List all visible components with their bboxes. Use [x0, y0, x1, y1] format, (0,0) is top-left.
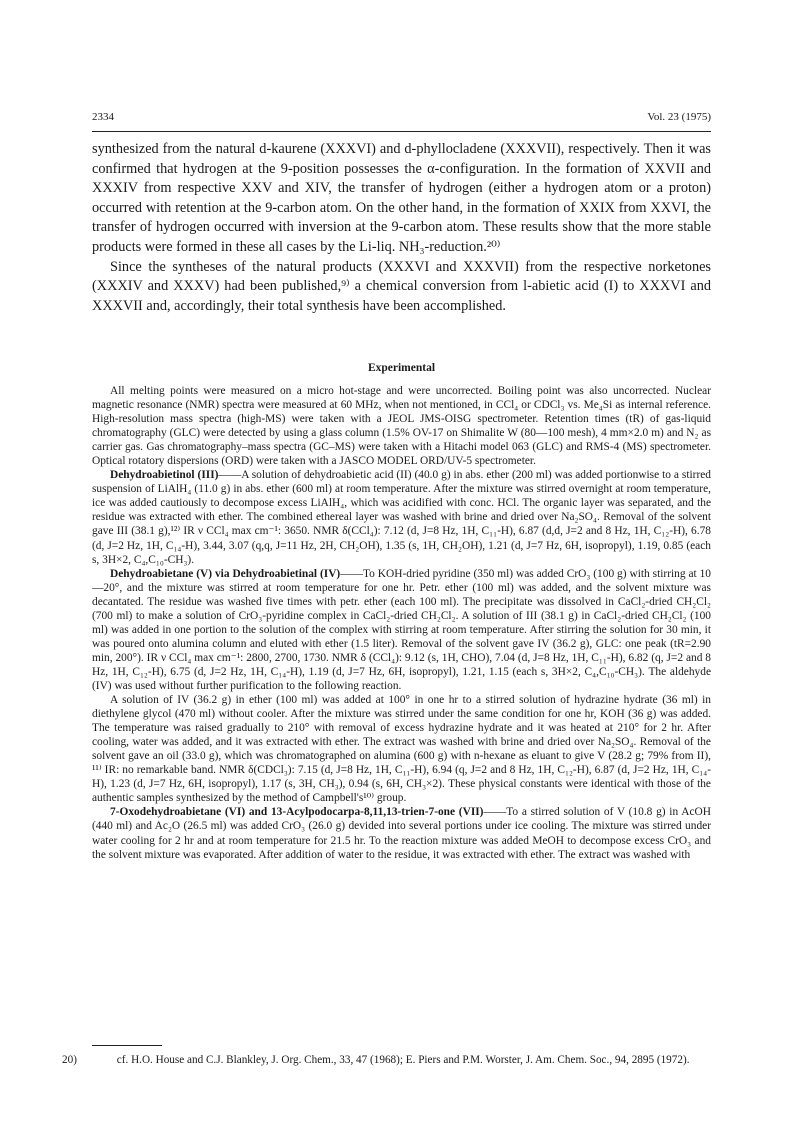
footnote-number: 20)	[62, 1054, 77, 1066]
compound-v-paragraph-2: A solution of IV (36.2 g) in ether (100 ml) was added at 100° in one hr to a stirred solution of hydrazine hydrate (36 ml) in diethylene glycol (470 ml) without cooler. After the mixture was stirred under the same condition for one hr, KOH (36 g) was added. The temperature was raised gradually to 210° with removal of excess hydrazine hydrate and it was heated at 210° for 2 hr. After cooling, water was added, and it was extracted with ether. The extract was washed with brine and dried over Na₂SO₄. Removal of the solvent gave an oil (33.0 g), which was chromatographed on alumina (600 g) with n-hexane as eluant to give V (28.2 g; 79% from II), ¹¹⁾ IR: no remarkable band. NMR δ(CDCl₃): 7.15 (d, J=8 Hz, 1H, C₁₁-H), 6.94 (q, J=2 and 8 Hz, 1H, C₁₂-H), 6.87 (d, J=2 Hz, 1H, C₁₄-H), 1.23 (d, J=7 Hz, 6H, isopropyl), 1.17 (s, 3H, CH₃), 0.94 (s, 6H, CH₃×2). These physical constants were identical with those of the authentic samples synthesized by the method of Campbell's¹⁰⁾ group.	[92, 694, 711, 805]
intro-paragraph-1: synthesized from the natural d-kaurene (XXXVI) and d-phyllocladene (XXXVII), respectively. Then it was confirmed that hydrogen at the 9-position possesses the α-configuration. In the formation of XXVII and XXXIV from respective XXV and XIV, the transfer of hydrogen (either a hydrogen atom or a proton) occurred with retention at the 9-carbon atom. On the other hand, in the formation of XXIX from XXVI, the transfer of hydrogen occurred with inversion at the 9-carbon atom. These results show that the more stable products were formed in these all cases by the Li-liq. NH₃-reduction.²⁰⁾	[92, 141, 711, 255]
compound-v-paragraph	[92, 567, 711, 693]
compound-v-title: Dehydroabietane (V) via Dehydroabietinal (IV)	[110, 567, 341, 580]
header-rule	[92, 131, 711, 132]
section-heading: Experimental	[367, 362, 436, 374]
page-number: 2334	[92, 111, 114, 123]
footnote	[62, 1053, 711, 1068]
compound-vi-title: 7-Oxodehydroabietane (VI) and 13-Acylpodocarpa-8,11,13-trien-7-one (VII)	[110, 806, 484, 819]
compound-iii-text: ——A solution of dehydroabietic acid (II) (40.0 g) in abs. ether (200 ml) was added portionwise to a stirred suspension of LiAlH₄ (11.0 g) in abs. ether (600 ml) at room temperature. After the mixture was stirred overnight at room temperature, ice was added cautiously to decompose excess LiAlH₄, which was acidified with conc. HCl. The organic layer was separated, and the residue was extracted with ether. The combined ethereal layer was washed with brine and dried over Na₂SO₄. Removal of the solvent gave III (38.1 g),¹²⁾ IR ν CCl₄ max cm⁻¹: 3650. NMR δ(CCl₄): 7.12 (d, J=8 Hz, 1H, C₁₁-H), 6.87 (d,d, J=2 and 8 Hz, 1H, C₁₂-H), 6.78 (d, J=2 Hz, 1H, C₁₄-H), 3.44, 3.07 (q,q, J=11 Hz, 2H, CH₂OH), 1.35 (s, 1H, CH₂OH), 1.21 (d, J=7 Hz, 6H, isopropyl), 1.19, 0.85 (each s, 3H×2, C₄,C₁₀-CH₃).	[92, 469, 712, 566]
compound-v-text: ——To KOH-dried pyridine (350 ml) was added CrO₃ (100 g) with stirring at 10—20°, and the mixture was stirred at room temperature for one hr. Petr. ether (100 ml) was added, and the solvent mixture was decantated. The residue was washed five times with petr. ether (each 100 ml). The precipitate was dissolved in CaCl₂-dried CH₂Cl₂ (700 ml) to make a solution of CrO₃-pyridine complex in CaCl₂-dried CH₂Cl₂. A solution of III (38.1 g) in CaCl₂-dried CH₂Cl₂ (100 ml) was added in one portion to the solution of the complex with stirring at room temperature. After stirring the solution for 30 min, it was poured onto alumina column and eluted with ether (1.5 liter). Removal of the solvent gave IV (36.2 g), GLC: one peak (tR=2.90 min, 200°). IR ν CCl₄ max cm⁻¹: 2800, 2700, 1730. NMR δ (CCl₄): 9.12 (s, 1H, CHO), 7.04 (d, J=8 Hz, 1H, C₁₁-H), 6.82 (q, J=2 and 8 Hz, 1H, C₁₂-H), 6.75 (d, J=2 Hz, 1H, C₁₄-H), 1.19 (d, J=7 Hz, 6H, isopropyl), 1.21, 1.15 (each s, 3H×2, C₄,C₁₀-CH₃). The aldehyde (IV) was used without further purification to the following reaction.	[92, 567, 711, 692]
general-methods-paragraph: All melting points were measured on a micro hot-stage and were uncorrected. Boiling point was also uncorrected. Nuclear magnetic resonance (NMR) spectra were measured at 60 MHz, when not mentioned, in CCl₄ or CDCl₃ vs. Me₄Si as internal reference. High-resolution mass spectra (high-MS) were taken with a JEOL JMS-OISG spectrometer. Retention times (tR) of gas-liquid chromatography (GLC) were detected by using a glass column (1.5% OV-17 on Shimalite W (80—100 mesh), 4 mm×2.0 m) and N₂ as carrier gas. Gas chromatography–mass spectra (GC–MS) were taken with a Hitachi model 063 (GLC) and RMS-4 (MS) spectrometer. Optical rotatory dispersions (ORD) were taken with a JASCO MODEL ORD/UV-5 spectrometer.	[92, 385, 711, 468]
compound-iii-title: Dehydroabietinol (III)	[110, 469, 219, 482]
footnote-rule	[92, 1045, 162, 1046]
intro-text	[92, 140, 711, 316]
compound-vi-text: ——To a stirred solution of V (10.8 g) in AcOH (440 ml) and Ac₂O (26.5 ml) was added CrO₃ (26.0 g) devided into several portions under ice cooling. The mixture was stirred under water cooling for 2 hr and at room temperature for 21.5 hr. To the reaction mixture was added MeOH to decompose excess CrO₃ and the solvent mixture was evaporated. After addition of water to the residue, it was extracted with ether. The extract was washed with	[92, 806, 711, 861]
footnote-text: cf. H.O. House and C.J. Blankley, J. Org. Chem., 33, 47 (1968); E. Piers and P.M. Worster, J. Am. Chem. Soc., 94, 2895 (1972).	[116, 1054, 690, 1066]
compound-vi-paragraph	[92, 805, 711, 861]
compound-iii-paragraph	[92, 468, 711, 566]
experimental-section	[92, 384, 711, 862]
intro-paragraph-2: Since the syntheses of the natural products (XXXVI and XXXVII) from the respective norketones (XXXIV and XXXV) had been published,⁹⁾ a chemical conversion from l-abietic acid (I) to XXXVI and XXXVII and, accordingly, their total synthesis have been accomplished.	[92, 258, 711, 314]
page-header	[92, 111, 711, 127]
volume-label: Vol. 23 (1975)	[647, 111, 711, 123]
